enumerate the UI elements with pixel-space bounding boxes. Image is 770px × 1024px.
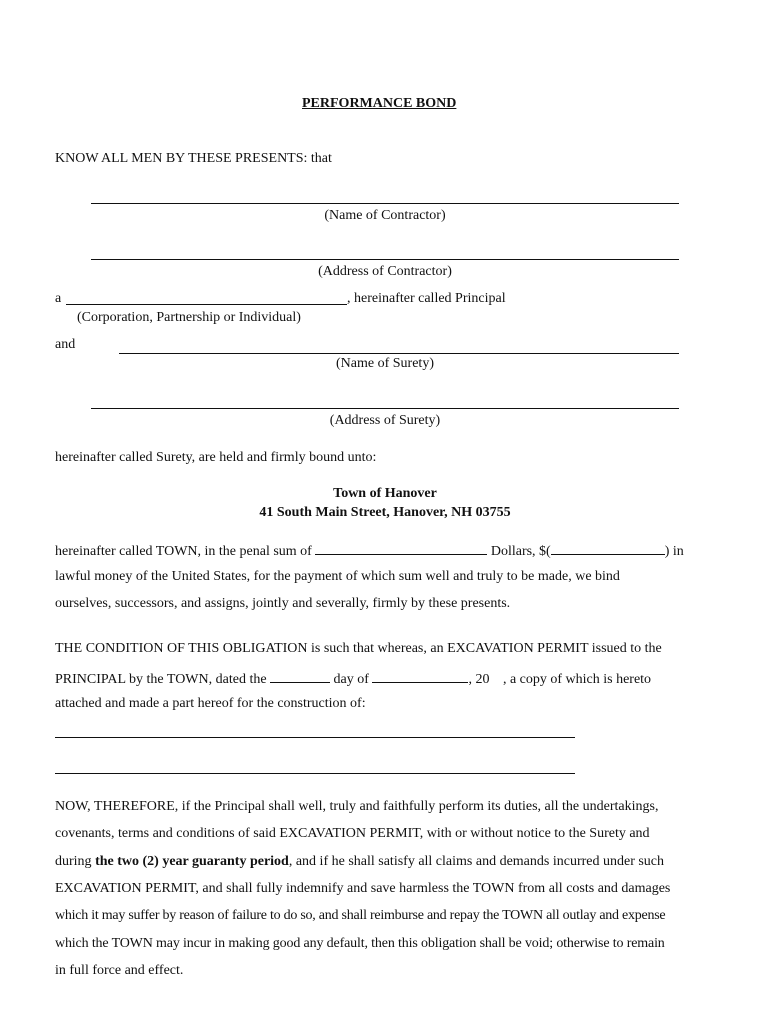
obligee-name: Town of Hanover: [333, 486, 437, 501]
date-month-field[interactable]: [372, 670, 468, 683]
penal-line-2: lawful money of the United States, for the payment of which sum well and truly to be made, we bind: [55, 569, 620, 584]
surety-address-label: (Address of Surety): [329, 413, 441, 428]
and-text: and: [55, 337, 76, 352]
therefore-line-6: which the TOWN may incur in making good any default, then this obligation shall be void; otherwise to remain: [55, 936, 665, 951]
therefore-line-2: covenants, terms and conditions of said EXCAVATION PERMIT, with or without notice to the Surety and: [55, 826, 650, 841]
principal-prefix: a: [55, 291, 62, 306]
intro-text: KNOW ALL MEN BY THESE PRESENTS: that: [55, 151, 332, 166]
entity-type-line[interactable]: [66, 304, 347, 305]
penal-close: ) in: [664, 544, 684, 559]
construction-line-1[interactable]: [55, 737, 575, 738]
document-title: PERFORMANCE BOND: [302, 96, 457, 111]
contractor-name-label: (Name of Contractor): [324, 208, 446, 223]
contractor-name-line[interactable]: [91, 203, 679, 204]
obligee-address: 41 South Main Street, Hanover, NH 03755: [259, 505, 511, 520]
entity-type-label: (Corporation, Partnership or Individual): [77, 310, 301, 325]
claims-text: , and if he shall satisfy all claims and demands incurred under such: [288, 854, 665, 869]
date-day-field[interactable]: [270, 670, 330, 683]
penal-dollars: Dollars, $(: [490, 544, 551, 559]
dated-prefix: PRINCIPAL by the TOWN, dated the: [55, 672, 267, 687]
condition-line-1: THE CONDITION OF THIS OBLIGATION is such that whereas, an EXCAVATION PERMIT issued to the: [55, 641, 662, 656]
therefore-line-1: NOW, THEREFORE, if the Principal shall well, truly and faithfully perform its duties, all the undertakings,: [55, 799, 659, 814]
surety-name-line[interactable]: [119, 353, 679, 354]
year-prefix: , 20: [468, 672, 490, 687]
condition-line-3: attached and made a part hereof for the construction of:: [55, 696, 366, 711]
during-text: during: [55, 854, 92, 869]
penal-line-3: ourselves, successors, and assigns, jointly and severally, firmly by these presents.: [55, 596, 511, 611]
guaranty-period: the two (2) year guaranty period: [95, 854, 289, 869]
penal-sum-text: [55, 542, 684, 559]
day-of-text: day of: [333, 672, 369, 687]
therefore-line-5: which it may suffer by reason of failure to do so, and shall reimburse and repay the TOWN all outlay and expense: [55, 908, 666, 923]
penal-sum-words-field[interactable]: [315, 542, 487, 555]
therefore-line-7: in full force and effect.: [55, 963, 184, 978]
contractor-address-label: (Address of Contractor): [318, 264, 452, 279]
therefore-line-4: EXCAVATION PERMIT, and shall fully indemnify and save harmless the TOWN from all costs and damages: [55, 881, 671, 896]
condition-line-2: [55, 670, 651, 687]
contractor-address-line[interactable]: [91, 259, 679, 260]
construction-line-2[interactable]: [55, 773, 575, 774]
surety-name-label: (Name of Surety): [336, 356, 434, 371]
surety-clause: hereinafter called Surety, are held and firmly bound unto:: [55, 450, 377, 465]
penal-sum-amount-field[interactable]: [551, 542, 665, 555]
therefore-line-3: [55, 855, 664, 869]
copy-hereto-text: , a copy of which is hereto: [502, 672, 652, 687]
penal-prefix: hereinafter called TOWN, in the penal sum of: [55, 544, 312, 559]
surety-address-line[interactable]: [91, 408, 679, 409]
principal-suffix: , hereinafter called Principal: [347, 291, 506, 306]
